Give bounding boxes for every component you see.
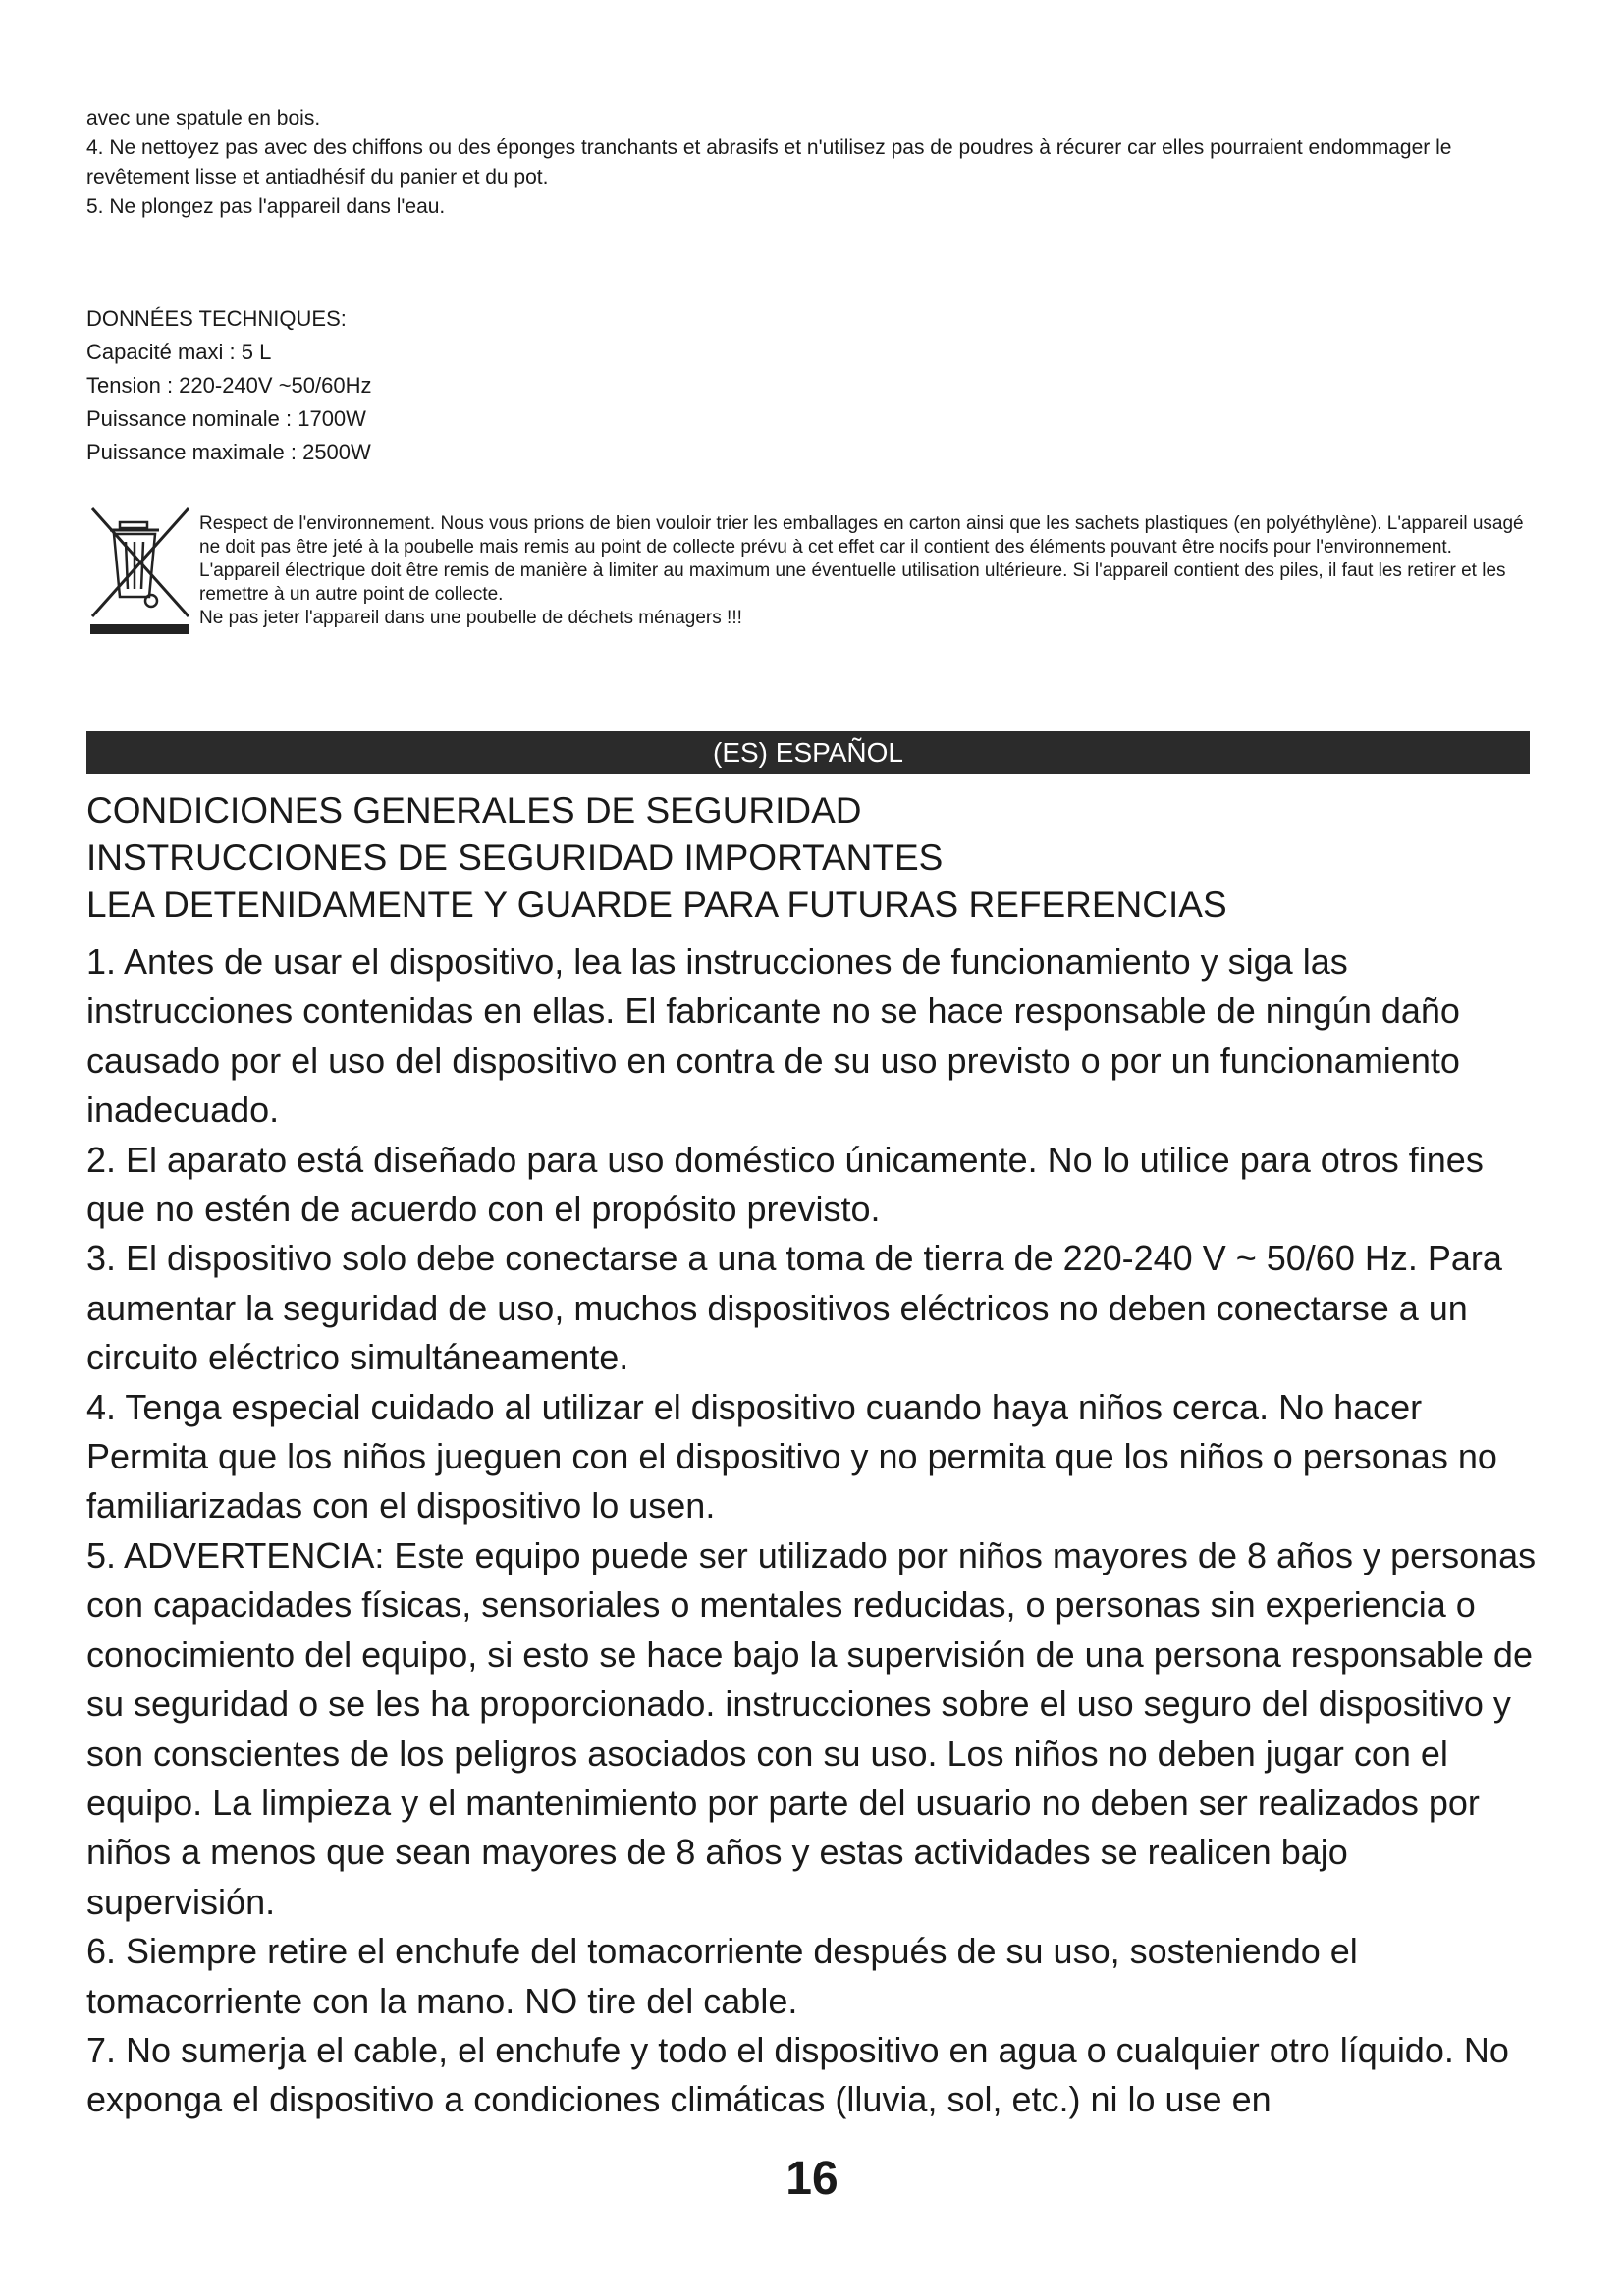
es-item-1: 1. Antes de usar el dispositivo, lea las instrucciones de funcionamiento y siga las instrucciones contenidas en ellas. El fabricante no se hace responsable de ningún daño causado por el uso del dispositivo en contra de su uso previsto o por un funcionamiento inadecuado. (86, 941, 1460, 1131)
section-title-bar: (ES) ESPAÑOL (86, 731, 1530, 774)
tech-title: DONNÉES TECHNIQUES: (86, 306, 347, 331)
es-item-7: 7. No sumerja el cable, el enchufe y todo el dispositivo en agua o cualquier otro líquido. No exponga el dispositivo a condiciones climáticas (lluvia, sol, etc.) ni lo use en (86, 2029, 1509, 2120)
es-headings (86, 787, 1530, 929)
es-safety-instructions (86, 937, 1540, 2125)
es-item-4: 4. Tenga especial cuidado al utilizar el dispositivo cuando haya niños cerca. No hacer Permita que los niños jueguen con el dispositivo y no permita que los niños o personas no familiarizadas con el dispositivo lo usen. (86, 1386, 1497, 1526)
environment-notice (86, 503, 1530, 660)
fr-cleaning-item5: 5. Ne plongez pas l'appareil dans l'eau. (86, 195, 446, 218)
environment-warning: Ne pas jeter l'appareil dans une poubelle de déchets ménagers !!! (199, 608, 742, 628)
es-heading-2: INSTRUCCIONES DE SEGURIDAD IMPORTANTES (86, 837, 944, 878)
technical-data (86, 302, 774, 469)
es-item-3: 3. El dispositivo solo debe conectarse a una toma de tierra de 220-240 V ~ 50/60 Hz. Para aumentar la seguridad de uso, muchos dispositivos eléctricos no deben conectarse a un circuito eléctrico simultáneamente. (86, 1238, 1502, 1378)
es-heading-3: LEA DETENIDAMENTE Y GUARDE PARA FUTURAS REFERENCIAS (86, 884, 1227, 925)
fr-cleaning-line1: avec une spatule en bois. (86, 107, 321, 130)
weee-crossed-bin-icon (86, 503, 200, 636)
fr-cleaning-instructions (86, 104, 1530, 222)
es-item-6: 6. Siempre retire el enchufe del tomacorriente después de su uso, sosteniendo el tomacorriente con la mano. NO tire del cable. (86, 1931, 1358, 2021)
es-heading-1: CONDICIONES GENERALES DE SEGURIDAD (86, 790, 862, 830)
page-number: 16 (785, 2153, 839, 2205)
tech-max-power: Puissance maximale : 2500W (86, 440, 371, 464)
tech-capacity: Capacité maxi : 5 L (86, 340, 272, 364)
tech-voltage: Tension : 220-240V ~50/60Hz (86, 373, 372, 398)
es-item-2: 2. El aparato está diseñado para uso doméstico únicamente. No lo utilice para otros fines que no estén de acuerdo con el propósito previsto. (86, 1139, 1484, 1230)
tech-nominal-power: Puissance nominale : 1700W (86, 406, 366, 431)
fr-cleaning-item4: 4. Ne nettoyez pas avec des chiffons ou des éponges tranchants et abrasifs et n'utilisez pas de poudres à récurer car elles pourraient endommager le revêtement lisse et antiadhésif du panier et du pot. (86, 136, 1452, 188)
es-item-5: 5. ADVERTENCIA: Este equipo puede ser utilizado por niños mayores de 8 años y personas con capacidades físicas, sensoriales o mentales reducidas, o personas sin experiencia o conocimiento del equipo, si esto se hace bajo la supervisión de una persona responsable de su seguridad o se les ha proporcionado. instrucciones sobre el uso seguro del dispositivo y son conscientes de los peligros asociados con su uso. Los niños no deben jugar con el equipo. La limpieza y el mantenimiento por parte del usuario no deben ser realizados por niños a menos que sean mayores de 8 años y estas actividades se realicen bajo supervisión. (86, 1534, 1537, 1922)
environment-text: Respect de l'environnement. Nous vous prions de bien vouloir trier les emballages en carton ainsi que les sachets plastiques (en polyéthylène). L'appareil usagé ne doit pas être jeté à la poubelle mais remis au point de collecte prévu à cet effet car il contient des éléments pouvant être nocifs pour l'environnement. L'appareil électrique doit être remis de manière à limiter au maximum une éventuelle utilisation ultérieure. Si l'appareil contient des piles, il faut les retirer et les remettre à un autre point de collecte. (199, 513, 1524, 605)
